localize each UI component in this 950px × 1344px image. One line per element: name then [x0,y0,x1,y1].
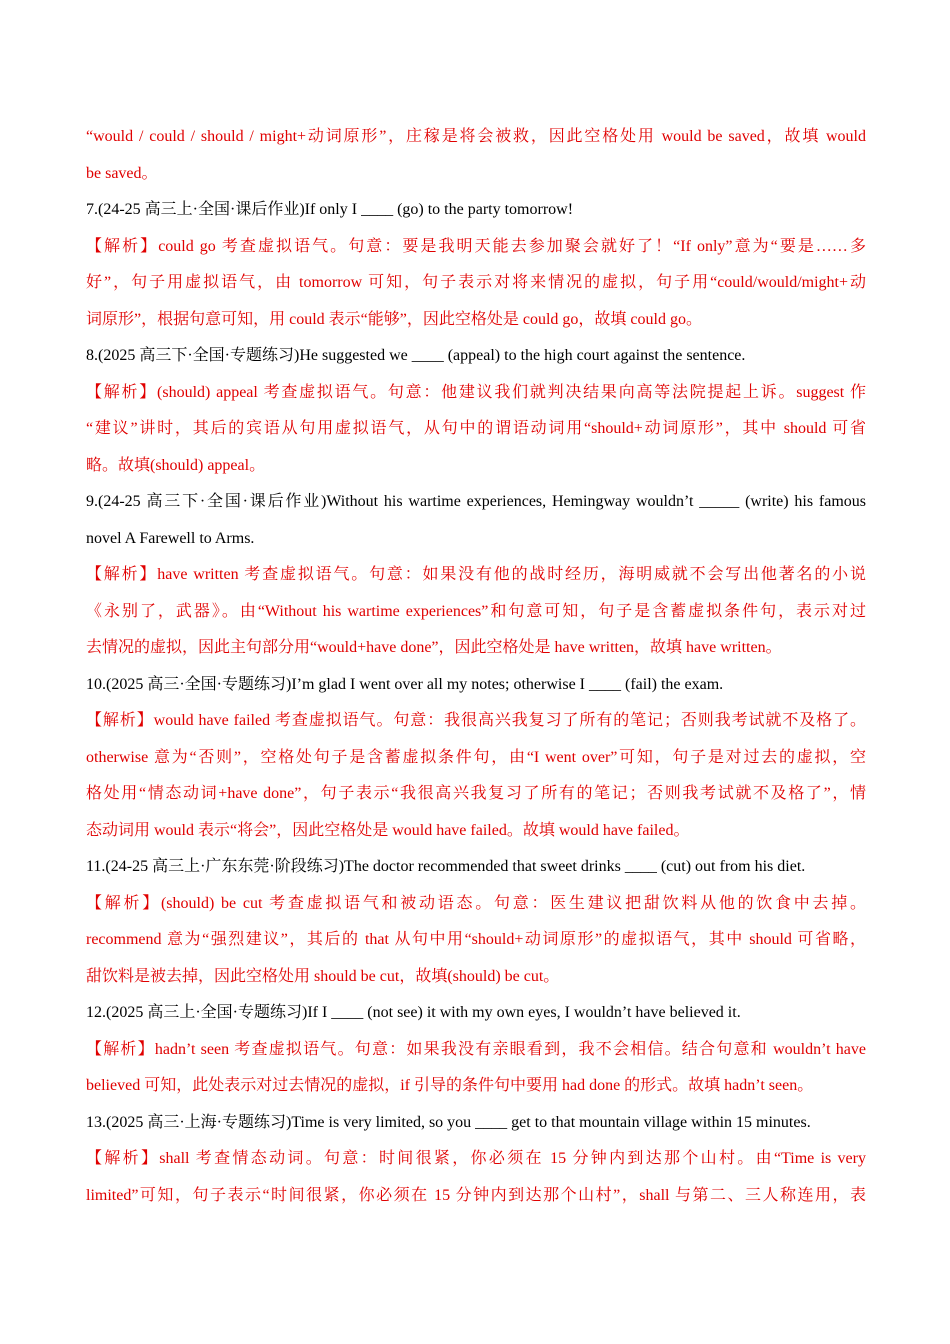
answer-line: 【解析】(should) be cut 考查虚拟语气和被动语态。句意：医生建议把甜饮料从他的饮食中去掉。 [86,894,866,912]
question-line: 7.(24-25 高三上·全国·课后作业)If only I ____ (go) to the party tomorrow! [86,201,574,218]
question-line: 11.(24-25 高三上·广东东莞·阶段练习)The doctor recommended that sweet drinks ____ (cut) out from his diet. [86,858,806,875]
answer-line: 词原形”，根据句意可知，用 could 表示“能够”，因此空格处是 could go，故填 could go。 [86,310,702,328]
answer-line: 好”，句子用虚拟语气，由 tomorrow 可知，句子表示对将来情况的虚拟，句子用“could/would/might+动 [86,274,866,291]
answer-line: 【解析】have written 考查虚拟语气。句意：如果没有他的战时经历，海明威就不会写出他著名的小说 [86,566,866,583]
answer-line: 格处用“情态动词+have done”，句子表示“我很高兴我复习了所有的笔记；否则我考试就不及格了”，情 [86,785,866,802]
question-line: 9.(24-25 高三下·全国·课后作业)Without his wartime experiences, Hemingway wouldn’t _____ (write) his famous [86,493,866,510]
answer-line: otherwise 意为“否则”，空格处句子是含蓄虚拟条件句，由“I went over”可知，句子是对过去的虚拟，空 [86,748,866,766]
answer-line: 【解析】would have failed 考查虚拟语气。句意：我很高兴我复习了所有的笔记；否则我考试就不及格了。 [86,712,866,729]
answer-line: 【解析】hadn’t seen 考查虚拟语气。句意：如果我没有亲眼看到，我不会相信。结合句意和 wouldn’t have [86,1040,866,1058]
question-line: 13.(2025 高三·上海·专题练习)Time is very limited, so you ____ get to that mountain village within 15 minutes. [86,1113,811,1131]
answer-line: recommend 意为“强烈建议”，其后的 that 从句中用“should+动词原形”的虚拟语气，其中 should 可省略， [86,931,866,948]
answer-line: “would / could / should / might+动词原形”，庄稼是将会被救，因此空格处用 would be saved，故填 would [86,128,866,145]
answer-line: 略。故填(should) appeal。 [86,456,266,474]
document-page [86,119,866,1214]
answer-line: 《永别了，武器》。由“Without his wartime experiences”和句意可知，句子是含蓄虚拟条件句，表示对过 [86,602,866,620]
answer-line: be saved。 [86,164,158,182]
answer-line: 态动词用 would 表示“将会”，因此空格处是 would have failed。故填 would have failed。 [86,821,690,839]
answer-line: 【解析】shall 考查情态动词。句意：时间很紧，你必须在 15 分钟内到达那个山村。由“Time is very [86,1150,866,1167]
answer-line: 【解析】could go 考查虚拟语气。句意：要是我明天能去参加聚会就好了！“If only”意为“要是……多 [86,237,866,255]
answer-line: limited”可知，句子表示“时间很紧，你必须在 15 分钟内到达那个山村”，shall 与第二、三人称连用，表 [86,1186,866,1204]
question-line: novel A Farewell to Arms. [86,529,255,547]
question-line: 8.(2025 高三下·全国·专题练习)He suggested we ____ (appeal) to the high court against the sentence. [86,347,746,364]
answer-line: believed 可知，此处表示对过去情况的虚拟，if 引导的条件句中要用 had done 的形式。故填 hadn’t seen。 [86,1077,814,1094]
answer-line: “建议”讲时，其后的宾语从句用虚拟语气，从句中的谓语动词用“should+动词原形”，其中 should 可省 [86,420,866,437]
question-line: 10.(2025 高三·全国·专题练习)I’m glad I went over all my notes; otherwise I ____ (fail) the exam. [86,675,724,693]
answer-line: 甜饮料是被去掉，因此空格处用 should be cut，故填(should) be cut。 [86,967,560,985]
answer-line: 【解析】(should) appeal 考查虚拟语气。句意：他建议我们就判决结果向高等法院提起上诉。suggest 作 [86,383,866,401]
question-line: 12.(2025 高三上·全国·专题练习)If I ____ (not see) it with my own eyes, I wouldn’t have believed it. [86,1004,741,1021]
answer-line: 去情况的虚拟，因此主句部分用“would+have done”，因此空格处是 have written，故填 have written。 [86,639,782,656]
